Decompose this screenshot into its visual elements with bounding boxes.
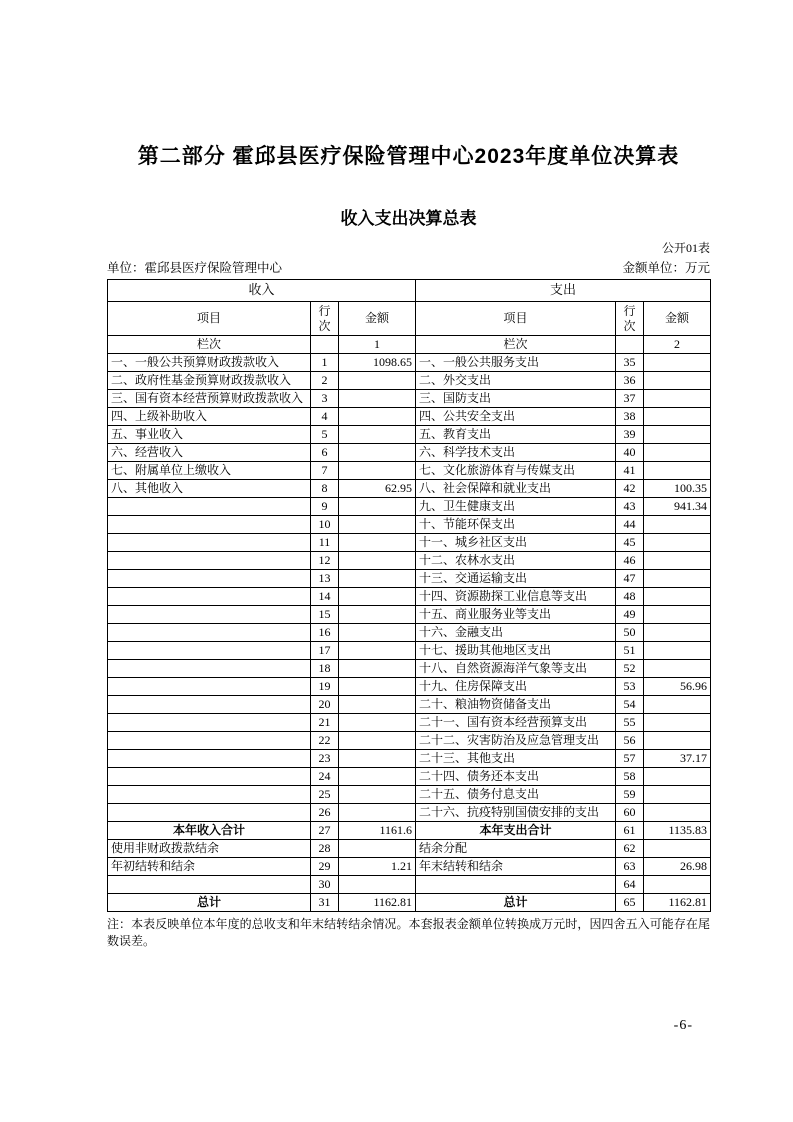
- income-rowno-cell: 18: [311, 660, 339, 678]
- expense-item-cell: 十七、援助其他地区支出: [416, 642, 616, 660]
- expense-amount-cell: [644, 786, 711, 804]
- income-item-cell: [108, 534, 311, 552]
- table-meta-row: [107, 258, 710, 276]
- expense-amount-cell: [644, 660, 711, 678]
- expense-column-index-label: 栏次: [416, 336, 616, 354]
- expense-item-cell: [416, 876, 616, 894]
- income-amount-cell: [339, 840, 416, 858]
- expense-amount-cell: [644, 588, 711, 606]
- expense-rowno-cell: 55: [616, 714, 644, 732]
- income-item-cell: [108, 732, 311, 750]
- expense-rowno-cell: 43: [616, 498, 644, 516]
- table-row: [108, 840, 711, 858]
- expense-rowno-cell: 39: [616, 426, 644, 444]
- income-rowno-cell: 20: [311, 696, 339, 714]
- expense-item-cell: 年末结转和结余: [416, 858, 616, 876]
- income-amount-cell: [339, 372, 416, 390]
- income-rowno-cell: 24: [311, 768, 339, 786]
- expense-item-cell: 一、一般公共服务支出: [416, 354, 616, 372]
- expense-amount-cell: [644, 552, 711, 570]
- expense-item-cell: 本年支出合计: [416, 822, 616, 840]
- expense-item-cell: 三、国防支出: [416, 390, 616, 408]
- expense-item-cell: 二十二、灾害防治及应急管理支出: [416, 732, 616, 750]
- expense-rowno-cell: 45: [616, 534, 644, 552]
- table-row: [108, 624, 711, 642]
- income-item-cell: [108, 750, 311, 768]
- expense-rowno-cell: 47: [616, 570, 644, 588]
- expense-amount-cell: [644, 840, 711, 858]
- income-rowno-cell: 6: [311, 444, 339, 462]
- table-row: [108, 606, 711, 624]
- expense-rowno-cell: 52: [616, 660, 644, 678]
- income-column-index-blank: [311, 336, 339, 354]
- income-rowno-cell: 12: [311, 552, 339, 570]
- expense-amount-cell: [644, 372, 711, 390]
- expense-amount-cell: [644, 426, 711, 444]
- income-item-cell: 三、国有资本经营预算财政拨款收入: [108, 390, 311, 408]
- expense-rowno-cell: 50: [616, 624, 644, 642]
- income-item-cell: [108, 696, 311, 714]
- expense-item-cell: 二、外交支出: [416, 372, 616, 390]
- income-column-index-label: 栏次: [108, 336, 311, 354]
- income-amount-cell: [339, 390, 416, 408]
- expense-rowno-cell: 49: [616, 606, 644, 624]
- income-rowno-cell: 29: [311, 858, 339, 876]
- income-amount-cell: [339, 750, 416, 768]
- income-rowno-cell: 28: [311, 840, 339, 858]
- table-row: [108, 480, 711, 498]
- expense-item-cell: 八、社会保障和就业支出: [416, 480, 616, 498]
- expense-rowno-cell: 36: [616, 372, 644, 390]
- income-rowno-cell: 19: [311, 678, 339, 696]
- table-row: [108, 390, 711, 408]
- income-rowno-cell: 16: [311, 624, 339, 642]
- expense-rowno-cell: 60: [616, 804, 644, 822]
- expense-amount-cell: [644, 696, 711, 714]
- amount-unit-label: 金额单位：万元: [622, 261, 710, 275]
- column-index-row: [108, 336, 711, 354]
- expense-amount-cell: 941.34: [644, 498, 711, 516]
- income-item-cell: [108, 606, 311, 624]
- expense-rowno-cell: 51: [616, 642, 644, 660]
- income-amount-cell: [339, 696, 416, 714]
- expense-item-cell: 十四、资源勘探工业信息等支出: [416, 588, 616, 606]
- expense-amount-cell: [644, 444, 711, 462]
- expense-amount-cell: [644, 606, 711, 624]
- income-amount-cell: [339, 678, 416, 696]
- expense-amount-cell: [644, 732, 711, 750]
- expense-rowno-cell: 61: [616, 822, 644, 840]
- income-amount-cell: [339, 876, 416, 894]
- expense-rowno-header: 行次: [616, 302, 644, 336]
- expense-item-cell: 二十、粮油物资储备支出: [416, 696, 616, 714]
- table-row: [108, 660, 711, 678]
- expense-item-cell: 二十四、债务还本支出: [416, 768, 616, 786]
- income-rowno-cell: 4: [311, 408, 339, 426]
- table-body: [108, 354, 711, 912]
- income-amount-cell: [339, 552, 416, 570]
- expense-amount-cell: [644, 768, 711, 786]
- expense-amount-header: 金额: [644, 302, 711, 336]
- expense-item-cell: 十五、商业服务业等支出: [416, 606, 616, 624]
- expense-item-header: 项目: [416, 302, 616, 336]
- income-rowno-cell: 3: [311, 390, 339, 408]
- table-row: [108, 570, 711, 588]
- income-item-cell: 使用非财政拨款结余: [108, 840, 311, 858]
- income-amount-cell: [339, 426, 416, 444]
- table-row: [108, 894, 711, 912]
- income-item-cell: [108, 876, 311, 894]
- income-amount-cell: [339, 462, 416, 480]
- expense-rowno-cell: 48: [616, 588, 644, 606]
- income-rowno-cell: 23: [311, 750, 339, 768]
- income-item-cell: [108, 678, 311, 696]
- expense-rowno-cell: 35: [616, 354, 644, 372]
- income-amount-cell: [339, 786, 416, 804]
- income-item-cell: 五、事业收入: [108, 426, 311, 444]
- expense-rowno-cell: 59: [616, 786, 644, 804]
- income-rowno-header: 行次: [311, 302, 339, 336]
- income-item-cell: 八、其他收入: [108, 480, 311, 498]
- income-rowno-cell: 21: [311, 714, 339, 732]
- expense-amount-cell: [644, 714, 711, 732]
- expense-amount-cell: 1162.81: [644, 894, 711, 912]
- income-amount-cell: [339, 588, 416, 606]
- expense-rowno-cell: 57: [616, 750, 644, 768]
- expense-item-cell: 十三、交通运输支出: [416, 570, 616, 588]
- income-item-cell: [108, 588, 311, 606]
- table-row: [108, 354, 711, 372]
- income-item-cell: 七、附属单位上缴收入: [108, 462, 311, 480]
- expense-rowno-cell: 41: [616, 462, 644, 480]
- expense-item-cell: 十一、城乡社区支出: [416, 534, 616, 552]
- expense-amount-cell: 26.98: [644, 858, 711, 876]
- expense-amount-cell: 1135.83: [644, 822, 711, 840]
- income-rowno-cell: 15: [311, 606, 339, 624]
- expense-amount-cell: [644, 390, 711, 408]
- expense-amount-cell: 56.96: [644, 678, 711, 696]
- income-rowno-cell: 2: [311, 372, 339, 390]
- table-row: [108, 696, 711, 714]
- expense-item-cell: 二十一、国有资本经营预算支出: [416, 714, 616, 732]
- expense-item-cell: 二十三、其他支出: [416, 750, 616, 768]
- expense-rowno-cell: 40: [616, 444, 644, 462]
- income-rowno-cell: 5: [311, 426, 339, 444]
- income-amount-cell: [339, 714, 416, 732]
- page-number: -6-: [673, 1018, 693, 1033]
- income-item-cell: 二、政府性基金预算财政拨款收入: [108, 372, 311, 390]
- expense-rowno-cell: 56: [616, 732, 644, 750]
- income-item-cell: 一、一般公共预算财政拨款收入: [108, 354, 311, 372]
- income-rowno-cell: 8: [311, 480, 339, 498]
- table-row: [108, 642, 711, 660]
- table-row: [108, 588, 711, 606]
- income-item-cell: 本年收入合计: [108, 822, 311, 840]
- income-expense-table: [107, 279, 711, 912]
- income-amount-header: 金额: [339, 302, 416, 336]
- income-rowno-cell: 7: [311, 462, 339, 480]
- income-amount-cell: 1162.81: [339, 894, 416, 912]
- expense-amount-cell: [644, 804, 711, 822]
- table-title: 收入支出决算总表: [340, 209, 477, 228]
- income-column-index: 1: [339, 336, 416, 354]
- income-amount-cell: [339, 804, 416, 822]
- income-item-cell: [108, 660, 311, 678]
- income-item-cell: [108, 768, 311, 786]
- table-row: [108, 372, 711, 390]
- content-area: [107, 0, 710, 951]
- table-row: [108, 714, 711, 732]
- table-row: [108, 534, 711, 552]
- expense-amount-cell: [644, 642, 711, 660]
- income-rowno-cell: 31: [311, 894, 339, 912]
- expense-section-header: 支出: [416, 280, 711, 302]
- expense-item-cell: 十八、自然资源海洋气象等支出: [416, 660, 616, 678]
- table-row: [108, 876, 711, 894]
- expense-amount-cell: [644, 534, 711, 552]
- expense-item-cell: 总计: [416, 894, 616, 912]
- income-amount-cell: [339, 570, 416, 588]
- income-rowno-cell: 25: [311, 786, 339, 804]
- table-code: 公开01表: [661, 241, 710, 255]
- column-header-row: [108, 302, 711, 336]
- income-amount-cell: 62.95: [339, 480, 416, 498]
- income-amount-cell: [339, 768, 416, 786]
- income-item-cell: [108, 642, 311, 660]
- table-row: [108, 750, 711, 768]
- expense-item-cell: 五、教育支出: [416, 426, 616, 444]
- table-row: [108, 516, 711, 534]
- expense-amount-cell: [644, 354, 711, 372]
- income-section-header: 收入: [108, 280, 416, 302]
- expense-amount-cell: [644, 408, 711, 426]
- income-item-cell: [108, 498, 311, 516]
- expense-item-cell: 十二、农林水支出: [416, 552, 616, 570]
- expense-item-cell: 二十六、抗疫特别国债安排的支出: [416, 804, 616, 822]
- footnote: 注：本表反映单位本年度的总收支和年末结转结余情况。本套报表金额单位转换成万元时，因四舍五入可能存在尾数误差。: [107, 917, 710, 949]
- expense-rowno-cell: 38: [616, 408, 644, 426]
- expense-rowno-cell: 63: [616, 858, 644, 876]
- income-item-cell: [108, 516, 311, 534]
- income-rowno-cell: 1: [311, 354, 339, 372]
- income-rowno-cell: 26: [311, 804, 339, 822]
- expense-amount-cell: [644, 516, 711, 534]
- expense-rowno-cell: 65: [616, 894, 644, 912]
- expense-rowno-cell: 58: [616, 768, 644, 786]
- income-amount-cell: 1.21: [339, 858, 416, 876]
- expense-amount-cell: [644, 876, 711, 894]
- table-row: [108, 462, 711, 480]
- expense-column-index-blank: [616, 336, 644, 354]
- expense-rowno-cell: 42: [616, 480, 644, 498]
- expense-amount-cell: 37.17: [644, 750, 711, 768]
- income-item-cell: [108, 786, 311, 804]
- income-amount-cell: [339, 732, 416, 750]
- table-row: [108, 858, 711, 876]
- table-row: [108, 426, 711, 444]
- table-row: [108, 408, 711, 426]
- table-row: [108, 444, 711, 462]
- income-item-cell: [108, 714, 311, 732]
- expense-amount-cell: [644, 570, 711, 588]
- income-rowno-cell: 30: [311, 876, 339, 894]
- income-rowno-cell: 17: [311, 642, 339, 660]
- income-rowno-cell: 9: [311, 498, 339, 516]
- table-row: [108, 552, 711, 570]
- section-header-row: [108, 280, 711, 302]
- income-amount-cell: [339, 642, 416, 660]
- expense-item-cell: 结余分配: [416, 840, 616, 858]
- income-amount-cell: 1161.6: [339, 822, 416, 840]
- income-rowno-cell: 11: [311, 534, 339, 552]
- income-amount-cell: [339, 498, 416, 516]
- expense-column-index: 2: [644, 336, 711, 354]
- income-item-cell: 六、经营收入: [108, 444, 311, 462]
- income-rowno-cell: 14: [311, 588, 339, 606]
- income-amount-cell: [339, 624, 416, 642]
- table-row: [108, 768, 711, 786]
- expense-rowno-cell: 54: [616, 696, 644, 714]
- unit-label: 单位：霍邱县医疗保险管理中心: [107, 261, 283, 275]
- income-item-cell: 年初结转和结余: [108, 858, 311, 876]
- table-row: [108, 822, 711, 840]
- income-item-cell: [108, 624, 311, 642]
- income-amount-cell: [339, 660, 416, 678]
- expense-item-cell: 九、卫生健康支出: [416, 498, 616, 516]
- table-row: [108, 786, 711, 804]
- expense-amount-cell: 100.35: [644, 480, 711, 498]
- expense-item-cell: 十六、金融支出: [416, 624, 616, 642]
- income-rowno-cell: 22: [311, 732, 339, 750]
- income-item-header: 项目: [108, 302, 311, 336]
- table-row: [108, 678, 711, 696]
- expense-rowno-cell: 64: [616, 876, 644, 894]
- expense-item-cell: 二十五、债务付息支出: [416, 786, 616, 804]
- expense-rowno-cell: 46: [616, 552, 644, 570]
- income-amount-cell: [339, 606, 416, 624]
- expense-item-cell: 十九、住房保障支出: [416, 678, 616, 696]
- income-item-cell: 四、上级补助收入: [108, 408, 311, 426]
- income-item-cell: [108, 552, 311, 570]
- income-amount-cell: [339, 516, 416, 534]
- expense-item-cell: 七、文化旅游体育与传媒支出: [416, 462, 616, 480]
- expense-item-cell: 十、节能环保支出: [416, 516, 616, 534]
- expense-rowno-cell: 53: [616, 678, 644, 696]
- expense-item-cell: 六、科学技术支出: [416, 444, 616, 462]
- income-amount-cell: [339, 408, 416, 426]
- income-amount-cell: [339, 444, 416, 462]
- income-item-cell: [108, 570, 311, 588]
- table-row: [108, 498, 711, 516]
- income-item-cell: [108, 804, 311, 822]
- expense-rowno-cell: 44: [616, 516, 644, 534]
- expense-rowno-cell: 62: [616, 840, 644, 858]
- table-row: [108, 732, 711, 750]
- income-item-cell: 总计: [108, 894, 311, 912]
- income-rowno-cell: 13: [311, 570, 339, 588]
- page-title: 第二部分 霍邱县医疗保险管理中心2023年度单位决算表: [137, 145, 680, 168]
- income-amount-cell: [339, 534, 416, 552]
- expense-amount-cell: [644, 624, 711, 642]
- expense-rowno-cell: 37: [616, 390, 644, 408]
- expense-amount-cell: [644, 462, 711, 480]
- expense-item-cell: 四、公共安全支出: [416, 408, 616, 426]
- income-amount-cell: 1098.65: [339, 354, 416, 372]
- income-rowno-cell: 10: [311, 516, 339, 534]
- income-rowno-cell: 27: [311, 822, 339, 840]
- table-row: [108, 804, 711, 822]
